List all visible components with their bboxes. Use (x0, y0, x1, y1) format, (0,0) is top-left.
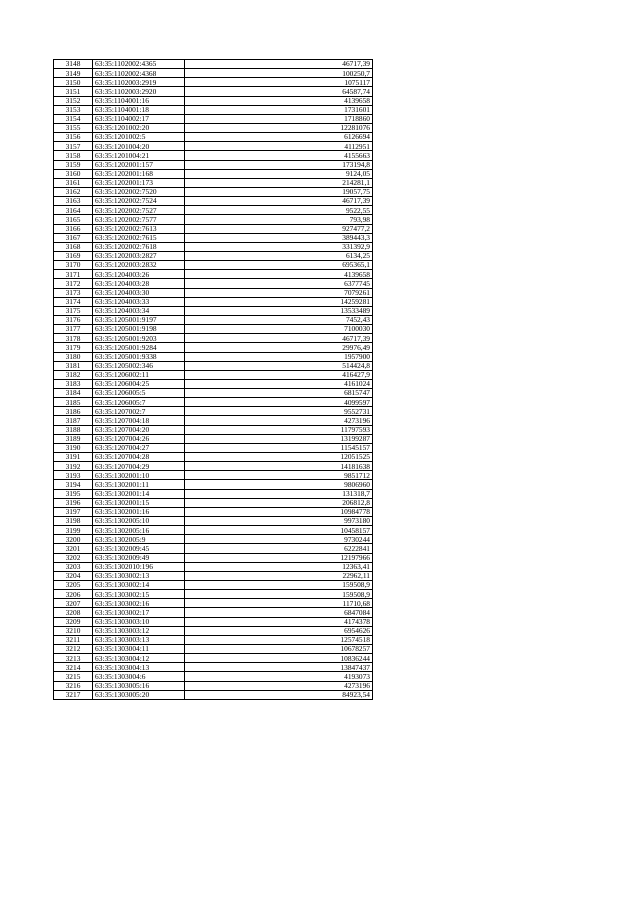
cadastral-number-cell: 63:35:1204003:30 (93, 288, 185, 297)
row-number-cell: 3175 (54, 306, 93, 315)
row-number-cell: 3192 (54, 462, 93, 471)
row-number-cell: 3200 (54, 535, 93, 544)
value-cell: 9730244 (185, 535, 373, 544)
value-cell: 13533489 (185, 306, 373, 315)
cadastral-number-cell: 63:35:1302009:49 (93, 553, 185, 562)
table-row (54, 571, 373, 580)
value-cell: 389443,3 (185, 233, 373, 242)
value-cell: 4273196 (185, 681, 373, 690)
table-row (54, 197, 373, 206)
cadastral-number-cell: 63:35:1303004:11 (93, 645, 185, 654)
cadastral-number-cell: 63:35:1302001:11 (93, 480, 185, 489)
table-row (54, 343, 373, 352)
row-number-cell: 3186 (54, 407, 93, 416)
value-cell: 4139658 (185, 96, 373, 105)
table-row (54, 562, 373, 571)
table-row (54, 352, 373, 361)
cadastral-number-cell: 63:35:1302005:16 (93, 526, 185, 535)
table-row (54, 443, 373, 452)
table-row (54, 105, 373, 114)
value-cell: 64587,74 (185, 87, 373, 96)
value-cell: 46717,39 (185, 197, 373, 206)
cadastral-number-cell: 63:35:1202003:2827 (93, 251, 185, 260)
cadastral-number-cell: 63:35:1201002:20 (93, 123, 185, 132)
table-row (54, 334, 373, 343)
table-row (54, 78, 373, 87)
cadastral-number-cell: 63:35:1303002:17 (93, 608, 185, 617)
row-number-cell: 3164 (54, 206, 93, 215)
cadastral-number-cell: 63:35:1202002:7524 (93, 197, 185, 206)
row-number-cell: 3163 (54, 197, 93, 206)
table-row (54, 325, 373, 334)
value-cell: 7100030 (185, 325, 373, 334)
cadastral-number-cell: 63:35:1207004:20 (93, 425, 185, 434)
table-row (54, 672, 373, 681)
value-cell: 4155663 (185, 151, 373, 160)
row-number-cell: 3178 (54, 334, 93, 343)
row-number-cell: 3190 (54, 443, 93, 452)
value-cell: 4112951 (185, 142, 373, 151)
row-number-cell: 3150 (54, 78, 93, 87)
cadastral-number-cell: 63:35:1206005:5 (93, 389, 185, 398)
cadastral-number-cell: 63:35:1202002:7577 (93, 215, 185, 224)
table-row (54, 599, 373, 608)
row-number-cell: 3212 (54, 645, 93, 654)
row-number-cell: 3179 (54, 343, 93, 352)
table-row (54, 178, 373, 187)
row-number-cell: 3196 (54, 498, 93, 507)
cadastral-number-cell: 63:35:1205001:9197 (93, 315, 185, 324)
cadastral-number-cell: 63:35:1302010:196 (93, 562, 185, 571)
value-cell: 29976,49 (185, 343, 373, 352)
value-cell: 9851712 (185, 471, 373, 480)
table-row (54, 69, 373, 78)
table-row (54, 114, 373, 123)
value-cell: 9806960 (185, 480, 373, 489)
value-cell: 6815747 (185, 389, 373, 398)
row-number-cell: 3202 (54, 553, 93, 562)
value-cell: 100250,7 (185, 69, 373, 78)
row-number-cell: 3197 (54, 507, 93, 516)
row-number-cell: 3191 (54, 453, 93, 462)
row-number-cell: 3172 (54, 279, 93, 288)
cadastral-number-cell: 63:35:1104001:16 (93, 96, 185, 105)
cadastral-number-cell: 63:35:1302001:14 (93, 489, 185, 498)
row-number-cell: 3167 (54, 233, 93, 242)
value-cell: 4099597 (185, 398, 373, 407)
row-number-cell: 3205 (54, 581, 93, 590)
value-cell: 6126694 (185, 133, 373, 142)
table-row (54, 224, 373, 233)
table-row (54, 626, 373, 635)
value-cell: 1718860 (185, 114, 373, 123)
row-number-cell: 3168 (54, 242, 93, 251)
cadastral-number-cell: 63:35:1204003:26 (93, 270, 185, 279)
table-row (54, 379, 373, 388)
value-cell: 14181638 (185, 462, 373, 471)
value-cell: 9973180 (185, 517, 373, 526)
table-row (54, 133, 373, 142)
table-row (54, 261, 373, 270)
value-cell: 10678257 (185, 645, 373, 654)
table-row (54, 160, 373, 169)
table-row (54, 535, 373, 544)
table-body (54, 60, 373, 700)
table-row (54, 681, 373, 690)
row-number-cell: 3201 (54, 544, 93, 553)
value-cell: 1731601 (185, 105, 373, 114)
table-row (54, 635, 373, 644)
value-cell: 159508,9 (185, 581, 373, 590)
table-row (54, 370, 373, 379)
table-row (54, 251, 373, 260)
row-number-cell: 3203 (54, 562, 93, 571)
cadastral-number-cell: 63:35:1302001:10 (93, 471, 185, 480)
cadastral-number-cell: 63:35:1202001:173 (93, 178, 185, 187)
value-cell: 13847437 (185, 663, 373, 672)
value-cell: 4161024 (185, 379, 373, 388)
table-row (54, 288, 373, 297)
cadastral-number-cell: 63:35:1303002:14 (93, 581, 185, 590)
row-number-cell: 3180 (54, 352, 93, 361)
table-row (54, 398, 373, 407)
table-row (54, 306, 373, 315)
row-number-cell: 3183 (54, 379, 93, 388)
value-cell: 9552731 (185, 407, 373, 416)
value-cell: 331392,9 (185, 242, 373, 251)
value-cell: 159508,9 (185, 590, 373, 599)
table-row (54, 581, 373, 590)
row-number-cell: 3184 (54, 389, 93, 398)
table-row (54, 434, 373, 443)
row-number-cell: 3171 (54, 270, 93, 279)
cadastral-number-cell: 63:35:1205001:9284 (93, 343, 185, 352)
table-row (54, 96, 373, 105)
cadastral-number-cell: 63:35:1202002:7613 (93, 224, 185, 233)
row-number-cell: 3181 (54, 361, 93, 370)
row-number-cell: 3161 (54, 178, 93, 187)
value-cell: 10458157 (185, 526, 373, 535)
table-row (54, 489, 373, 498)
value-cell: 7452,43 (185, 315, 373, 324)
cadastral-number-cell: 63:35:1303004:13 (93, 663, 185, 672)
cadastral-number-cell: 63:35:1302001:15 (93, 498, 185, 507)
row-number-cell: 3213 (54, 654, 93, 663)
table-row (54, 608, 373, 617)
row-number-cell: 3151 (54, 87, 93, 96)
cadastral-number-cell: 63:35:1206002:11 (93, 370, 185, 379)
table-row (54, 526, 373, 535)
value-cell: 46717,39 (185, 60, 373, 69)
cadastral-number-cell: 63:35:1206005:7 (93, 398, 185, 407)
value-cell: 416427,9 (185, 370, 373, 379)
value-cell: 12363,41 (185, 562, 373, 571)
row-number-cell: 3187 (54, 416, 93, 425)
cadastral-number-cell: 63:35:1104001:18 (93, 105, 185, 114)
table-row (54, 60, 373, 69)
row-number-cell: 3149 (54, 69, 93, 78)
table-row (54, 690, 373, 699)
cadastral-number-cell: 63:35:1201004:20 (93, 142, 185, 151)
row-number-cell: 3210 (54, 626, 93, 635)
row-number-cell: 3209 (54, 617, 93, 626)
row-number-cell: 3194 (54, 480, 93, 489)
table-row (54, 407, 373, 416)
row-number-cell: 3182 (54, 370, 93, 379)
row-number-cell: 3208 (54, 608, 93, 617)
value-cell: 11797593 (185, 425, 373, 434)
value-cell: 1075117 (185, 78, 373, 87)
value-cell: 10836244 (185, 654, 373, 663)
table-row (54, 242, 373, 251)
table-row (54, 462, 373, 471)
row-number-cell: 3160 (54, 169, 93, 178)
cadastral-number-cell: 63:35:1205001:9203 (93, 334, 185, 343)
value-cell: 695365,1 (185, 261, 373, 270)
row-number-cell: 3214 (54, 663, 93, 672)
value-cell: 12574518 (185, 635, 373, 644)
row-number-cell: 3159 (54, 160, 93, 169)
row-number-cell: 3173 (54, 288, 93, 297)
value-cell: 6222841 (185, 544, 373, 553)
value-cell: 214281,1 (185, 178, 373, 187)
table-row (54, 416, 373, 425)
value-cell: 4174378 (185, 617, 373, 626)
table-row (54, 453, 373, 462)
value-cell: 7079261 (185, 288, 373, 297)
cadastral-number-cell: 63:35:1204003:34 (93, 306, 185, 315)
table-row (54, 169, 373, 178)
row-number-cell: 3154 (54, 114, 93, 123)
table-row (54, 361, 373, 370)
cadastral-number-cell: 63:35:1202002:7615 (93, 233, 185, 242)
row-number-cell: 3193 (54, 471, 93, 480)
table-row (54, 87, 373, 96)
cadastral-number-cell: 63:35:1202002:7527 (93, 206, 185, 215)
value-cell: 9522,55 (185, 206, 373, 215)
cadastral-number-cell: 63:35:1303004:6 (93, 672, 185, 681)
row-number-cell: 3207 (54, 599, 93, 608)
cadastral-number-cell: 63:35:1102003:2919 (93, 78, 185, 87)
value-cell: 11545157 (185, 443, 373, 452)
table-row (54, 480, 373, 489)
table-row (54, 206, 373, 215)
cadastral-number-cell: 63:35:1303005:20 (93, 690, 185, 699)
value-cell: 514424,8 (185, 361, 373, 370)
row-number-cell: 3174 (54, 297, 93, 306)
row-number-cell: 3188 (54, 425, 93, 434)
table-row (54, 654, 373, 663)
value-cell: 11710,68 (185, 599, 373, 608)
cadastral-number-cell: 63:35:1102003:2920 (93, 87, 185, 96)
cadastral-number-cell: 63:35:1207004:29 (93, 462, 185, 471)
cadastral-number-cell: 63:35:1202001:157 (93, 160, 185, 169)
value-cell: 6954626 (185, 626, 373, 635)
row-number-cell: 3215 (54, 672, 93, 681)
cadastral-number-cell: 63:35:1102002:4365 (93, 60, 185, 69)
cadastral-number-cell: 63:35:1202001:168 (93, 169, 185, 178)
row-number-cell: 3148 (54, 60, 93, 69)
value-cell: 206812,8 (185, 498, 373, 507)
value-cell: 173194,8 (185, 160, 373, 169)
value-cell: 1957900 (185, 352, 373, 361)
table-row (54, 590, 373, 599)
cadastral-number-cell: 63:35:1201002:5 (93, 133, 185, 142)
row-number-cell: 3157 (54, 142, 93, 151)
row-number-cell: 3176 (54, 315, 93, 324)
row-number-cell: 3169 (54, 251, 93, 260)
value-cell: 4193073 (185, 672, 373, 681)
table-row (54, 645, 373, 654)
row-number-cell: 3199 (54, 526, 93, 535)
cadastral-number-cell: 63:35:1202002:7520 (93, 187, 185, 196)
row-number-cell: 3155 (54, 123, 93, 132)
table-row (54, 617, 373, 626)
row-number-cell: 3153 (54, 105, 93, 114)
row-number-cell: 3206 (54, 590, 93, 599)
value-cell: 6134,25 (185, 251, 373, 260)
cadastral-number-cell: 63:35:1303002:15 (93, 590, 185, 599)
row-number-cell: 3152 (54, 96, 93, 105)
table-row (54, 215, 373, 224)
cadastral-number-cell: 63:35:1303004:12 (93, 654, 185, 663)
row-number-cell: 3170 (54, 261, 93, 270)
table-row (54, 544, 373, 553)
row-number-cell: 3211 (54, 635, 93, 644)
value-cell: 6847084 (185, 608, 373, 617)
table-row (54, 471, 373, 480)
value-cell: 10984778 (185, 507, 373, 516)
table-row (54, 142, 373, 151)
table-row (54, 270, 373, 279)
cadastral-number-cell: 63:35:1206004:25 (93, 379, 185, 388)
cadastral-number-cell: 63:35:1202003:2832 (93, 261, 185, 270)
table-row (54, 187, 373, 196)
cadastral-number-cell: 63:35:1303003:12 (93, 626, 185, 635)
cadastral-number-cell: 63:35:1205001:9338 (93, 352, 185, 361)
cadastral-number-cell: 63:35:1303003:13 (93, 635, 185, 644)
cadastral-number-cell: 63:35:1207002:7 (93, 407, 185, 416)
cadastral-number-cell: 63:35:1207004:26 (93, 434, 185, 443)
table-row (54, 663, 373, 672)
row-number-cell: 3156 (54, 133, 93, 142)
row-number-cell: 3198 (54, 517, 93, 526)
cadastral-number-cell: 63:35:1204003:33 (93, 297, 185, 306)
cadastral-number-cell: 63:35:1207004:18 (93, 416, 185, 425)
cadastral-number-cell: 63:35:1207004:28 (93, 453, 185, 462)
cadastral-number-cell: 63:35:1201004:21 (93, 151, 185, 160)
value-cell: 13199287 (185, 434, 373, 443)
cadastral-number-cell: 63:35:1204003:28 (93, 279, 185, 288)
cadastral-number-cell: 63:35:1104002:17 (93, 114, 185, 123)
cadastral-number-cell: 63:35:1303005:16 (93, 681, 185, 690)
table-row (54, 553, 373, 562)
row-number-cell: 3166 (54, 224, 93, 233)
table-row (54, 498, 373, 507)
value-cell: 131318,7 (185, 489, 373, 498)
table-row (54, 507, 373, 516)
table-row (54, 517, 373, 526)
table-row (54, 425, 373, 434)
table-row (54, 389, 373, 398)
table-row (54, 315, 373, 324)
value-cell: 12281076 (185, 123, 373, 132)
value-cell: 14259281 (185, 297, 373, 306)
row-number-cell: 3165 (54, 215, 93, 224)
value-cell: 6377745 (185, 279, 373, 288)
row-number-cell: 3217 (54, 690, 93, 699)
cadastral-number-cell: 63:35:1205001:9198 (93, 325, 185, 334)
value-cell: 793,98 (185, 215, 373, 224)
cadastral-number-cell: 63:35:1302009:45 (93, 544, 185, 553)
table-row (54, 279, 373, 288)
value-cell: 22962,11 (185, 571, 373, 580)
table-row (54, 297, 373, 306)
value-cell: 9124,05 (185, 169, 373, 178)
value-cell: 12197966 (185, 553, 373, 562)
row-number-cell: 3195 (54, 489, 93, 498)
table-row (54, 123, 373, 132)
cadastral-number-cell: 63:35:1102002:4368 (93, 69, 185, 78)
row-number-cell: 3162 (54, 187, 93, 196)
value-cell: 12051525 (185, 453, 373, 462)
table-row (54, 233, 373, 242)
row-number-cell: 3158 (54, 151, 93, 160)
row-number-cell: 3177 (54, 325, 93, 334)
cadastral-number-cell: 63:35:1302001:16 (93, 507, 185, 516)
cadastral-number-cell: 63:35:1202002:7618 (93, 242, 185, 251)
value-cell: 927477,2 (185, 224, 373, 233)
cadastral-number-cell: 63:35:1303002:13 (93, 571, 185, 580)
cadastral-number-cell: 63:35:1303003:10 (93, 617, 185, 626)
value-cell: 84923,54 (185, 690, 373, 699)
row-number-cell: 3189 (54, 434, 93, 443)
value-cell: 4273196 (185, 416, 373, 425)
cadastral-value-table (53, 59, 373, 700)
value-cell: 19057,75 (185, 187, 373, 196)
row-number-cell: 3185 (54, 398, 93, 407)
cadastral-number-cell: 63:35:1302005:10 (93, 517, 185, 526)
cadastral-number-cell: 63:35:1302005:9 (93, 535, 185, 544)
row-number-cell: 3216 (54, 681, 93, 690)
cadastral-number-cell: 63:35:1205002:346 (93, 361, 185, 370)
cadastral-number-cell: 63:35:1303002:16 (93, 599, 185, 608)
value-cell: 46717,39 (185, 334, 373, 343)
cadastral-number-cell: 63:35:1207004:27 (93, 443, 185, 452)
table-row (54, 151, 373, 160)
row-number-cell: 3204 (54, 571, 93, 580)
value-cell: 4139658 (185, 270, 373, 279)
